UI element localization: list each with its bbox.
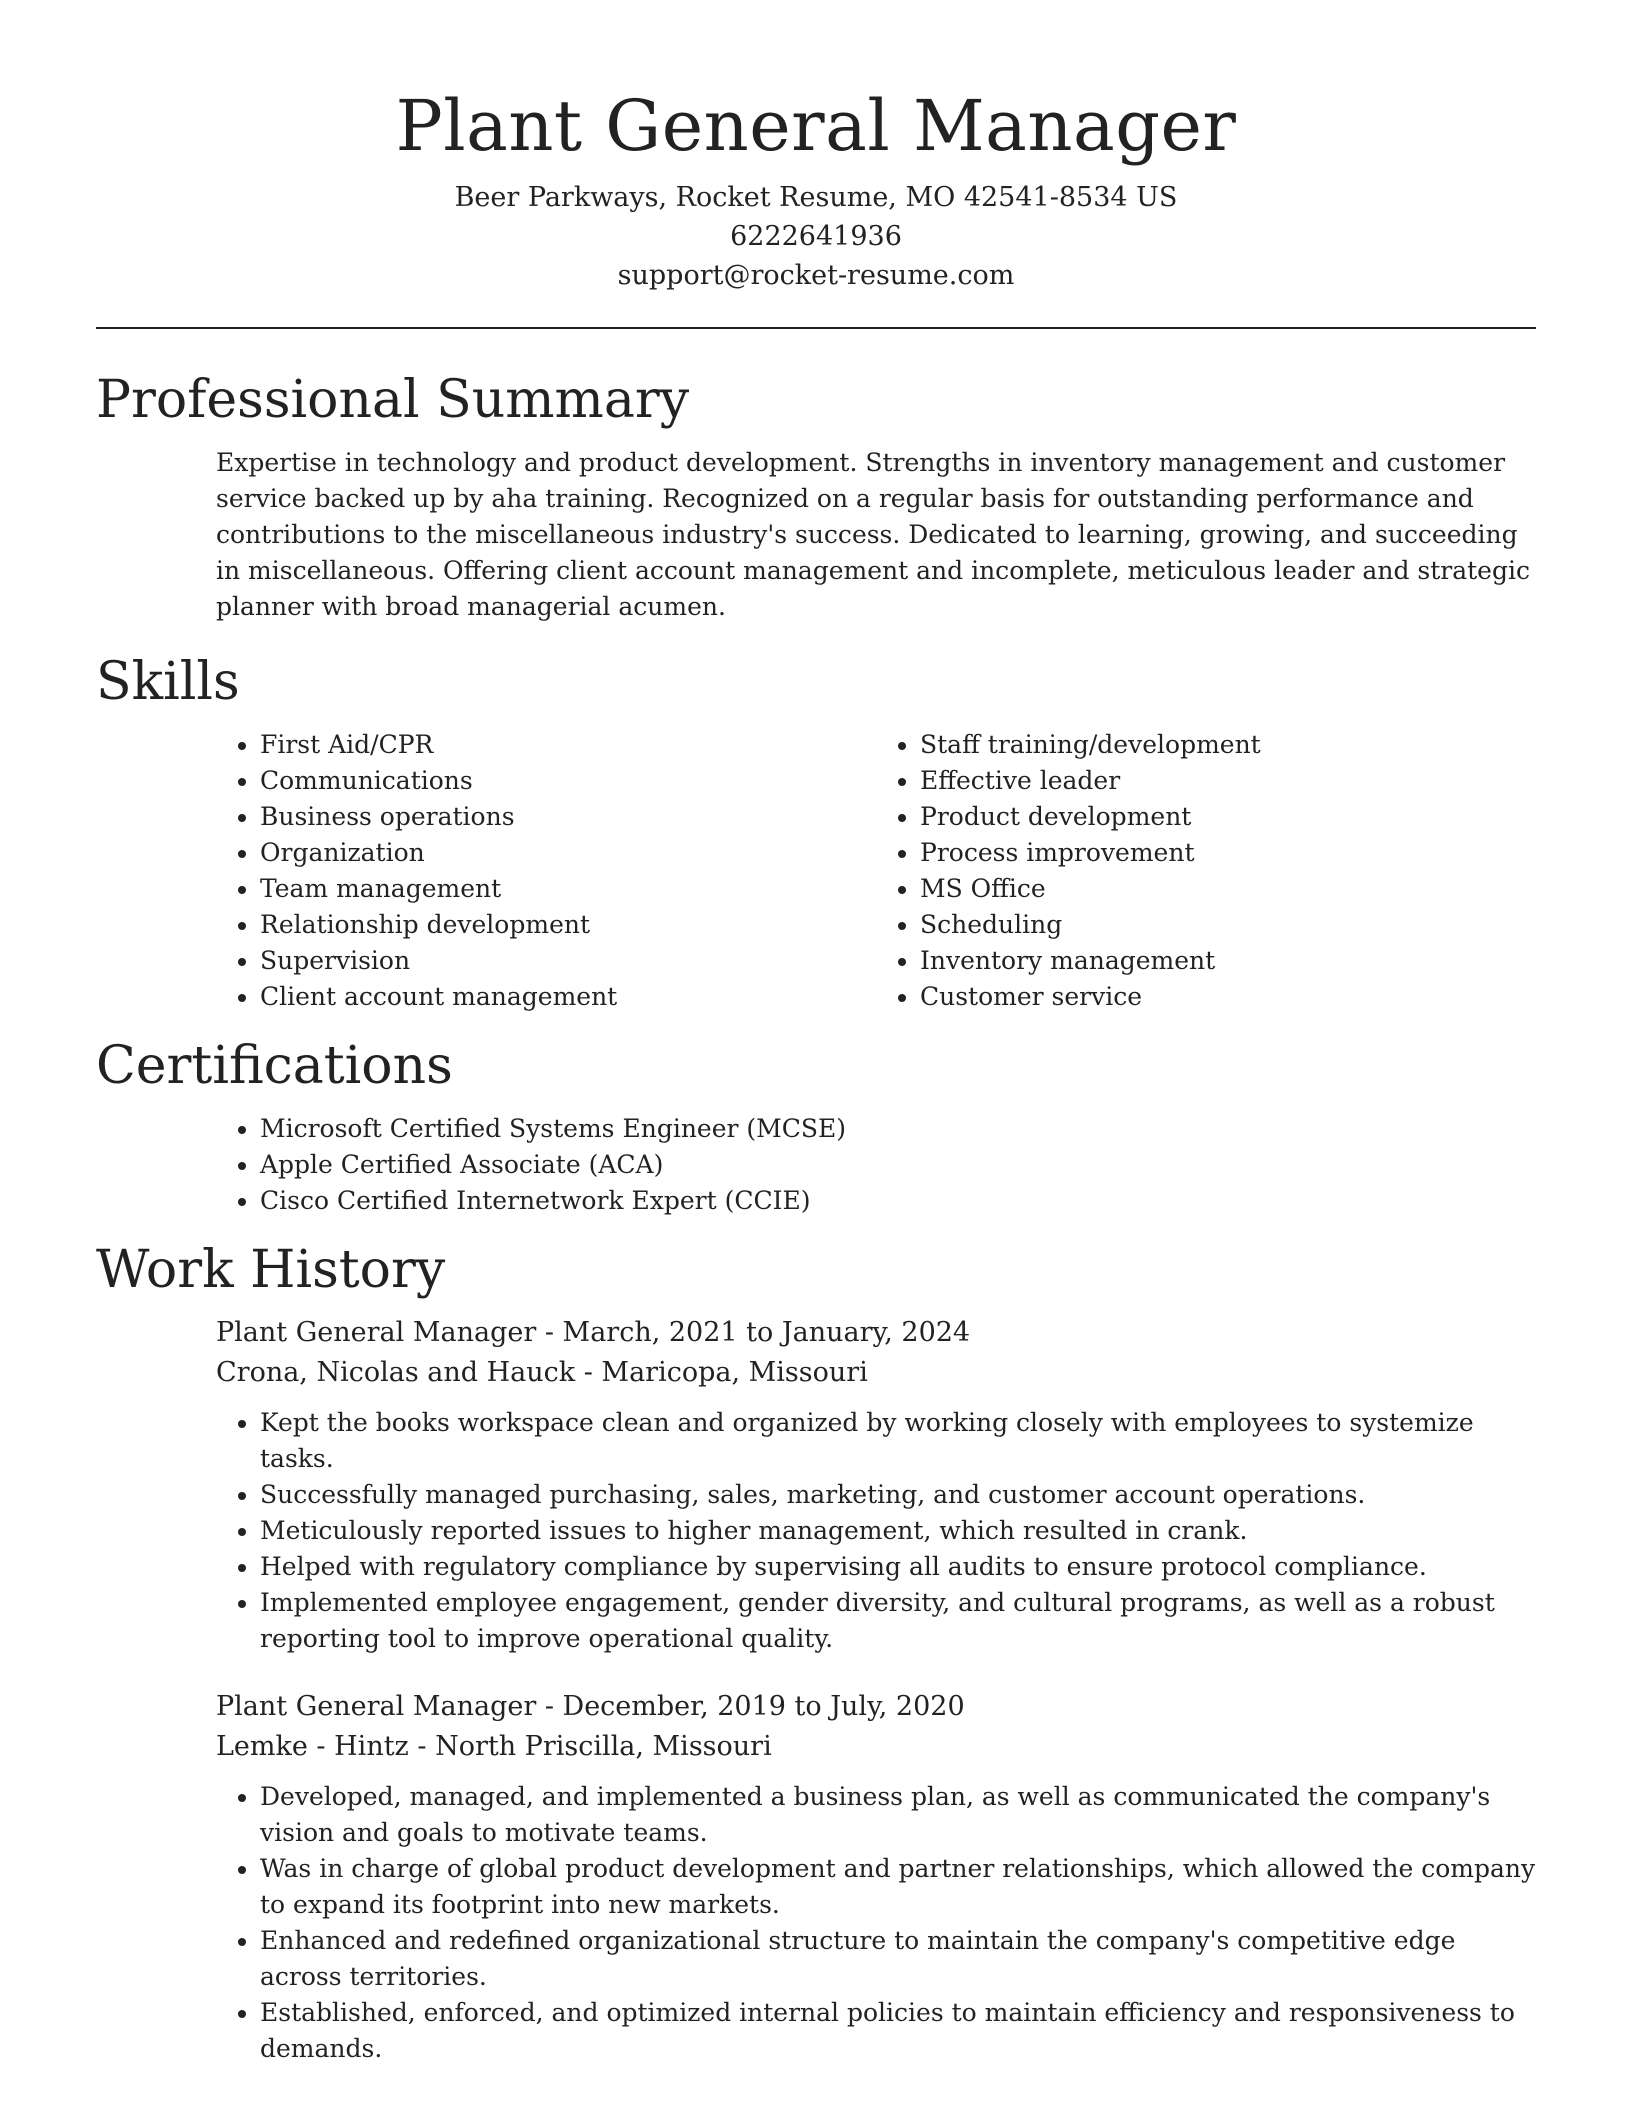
skill-item: • Product development (920, 799, 1536, 835)
work-history-heading: Work History (96, 1240, 446, 1300)
certifications-list (216, 1111, 1536, 1219)
phone: 6222641936 (730, 221, 902, 252)
skill-item: • Process improvement (920, 835, 1536, 871)
skill-item: • Supervision (260, 943, 876, 979)
skill-item: • Effective leader (920, 763, 1536, 799)
job-bullets (96, 1779, 1536, 2067)
skill-item: • Team management (260, 871, 876, 907)
job-company-location: Lemke - Hintz - North Priscilla, Missouri (216, 1731, 772, 1762)
job-title-dates: Plant General Manager - March, 2021 to January, 2024 (216, 1317, 971, 1348)
header-divider (96, 327, 1536, 329)
skills-heading: Skills (96, 652, 240, 712)
skill-item: • First Aid/CPR (260, 727, 876, 763)
skill-item: • Staff training/development (920, 727, 1536, 763)
skill-item: • Relationship development (260, 907, 876, 943)
job-bullet: • Kept the books workspace clean and organized by working closely with employees to systemize tasks. (260, 1405, 1536, 1477)
certification-item: • Cisco Certified Internetwork Expert (CCIE) (260, 1183, 1536, 1219)
job-company-location: Crona, Nicolas and Hauck - Maricopa, Missouri (216, 1357, 868, 1388)
skill-item: • Communications (260, 763, 876, 799)
skill-item: • Client account management (260, 979, 876, 1015)
job-bullet: • Implemented employee engagement, gender diversity, and cultural programs, as well as a robust reporting tool to improve operational quality. (260, 1585, 1536, 1657)
job-bullet: • Developed, managed, and implemented a business plan, as well as communicated the company's vision and goals to motivate teams. (260, 1779, 1536, 1851)
summary-heading: Professional Summary (96, 370, 690, 430)
certification-item: • Microsoft Certified Systems Engineer (MCSE) (260, 1111, 1536, 1147)
job-bullet: • Helped with regulatory compliance by supervising all audits to ensure protocol compliance. (260, 1549, 1536, 1585)
job-bullet: • Established, enforced, and optimized internal policies to maintain efficiency and responsiveness to demands. (260, 1995, 1536, 2067)
contact-block (96, 178, 1536, 295)
skill-item: • Customer service (920, 979, 1536, 1015)
job-bullet: • Enhanced and redefined organizational structure to maintain the company's competitive edge across territories. (260, 1923, 1536, 1995)
job-entry (216, 1313, 1536, 1657)
job-bullet: • Was in charge of global product development and partner relationships, which allowed the company to expand its footprint into new markets. (260, 1851, 1536, 1923)
candidate-name: Plant General Manager (395, 85, 1237, 167)
skill-item: • Inventory management (920, 943, 1536, 979)
skills-columns (216, 727, 1536, 1015)
skill-item: • Scheduling (920, 907, 1536, 943)
skills-left-list (216, 727, 876, 1015)
job-bullets (96, 1405, 1536, 1657)
certifications-heading: Certifications (96, 1036, 453, 1096)
skill-item: • Business operations (260, 799, 876, 835)
resume-page (96, 0, 1536, 2067)
skill-item: • Organization (260, 835, 876, 871)
email: support@rocket-resume.com (617, 260, 1015, 291)
job-title-dates: Plant General Manager - December, 2019 to July, 2020 (216, 1691, 965, 1722)
certification-item: • Apple Certified Associate (ACA) (260, 1147, 1536, 1183)
job-entry (216, 1687, 1536, 2067)
skills-right-list (876, 727, 1536, 1015)
job-bullet: • Meticulously reported issues to higher management, which resulted in crank. (260, 1513, 1536, 1549)
job-bullet: • Successfully managed purchasing, sales, marketing, and customer account operations. (260, 1477, 1536, 1513)
address: Beer Parkways, Rocket Resume, MO 42541-8534 US (454, 182, 1178, 213)
skill-item: • MS Office (920, 871, 1536, 907)
summary-text: Expertise in technology and product development. Strengths in inventory management and customer service backed up by aha training. Recognized on a regular basis for outstanding performance and contributions to the miscellaneous industry's success. Dedicated to learning, growing, and succeeding in miscellaneous. Offering client account management and incomplete, meticulous leader and strategic planner with broad managerial acumen. (216, 448, 1530, 621)
